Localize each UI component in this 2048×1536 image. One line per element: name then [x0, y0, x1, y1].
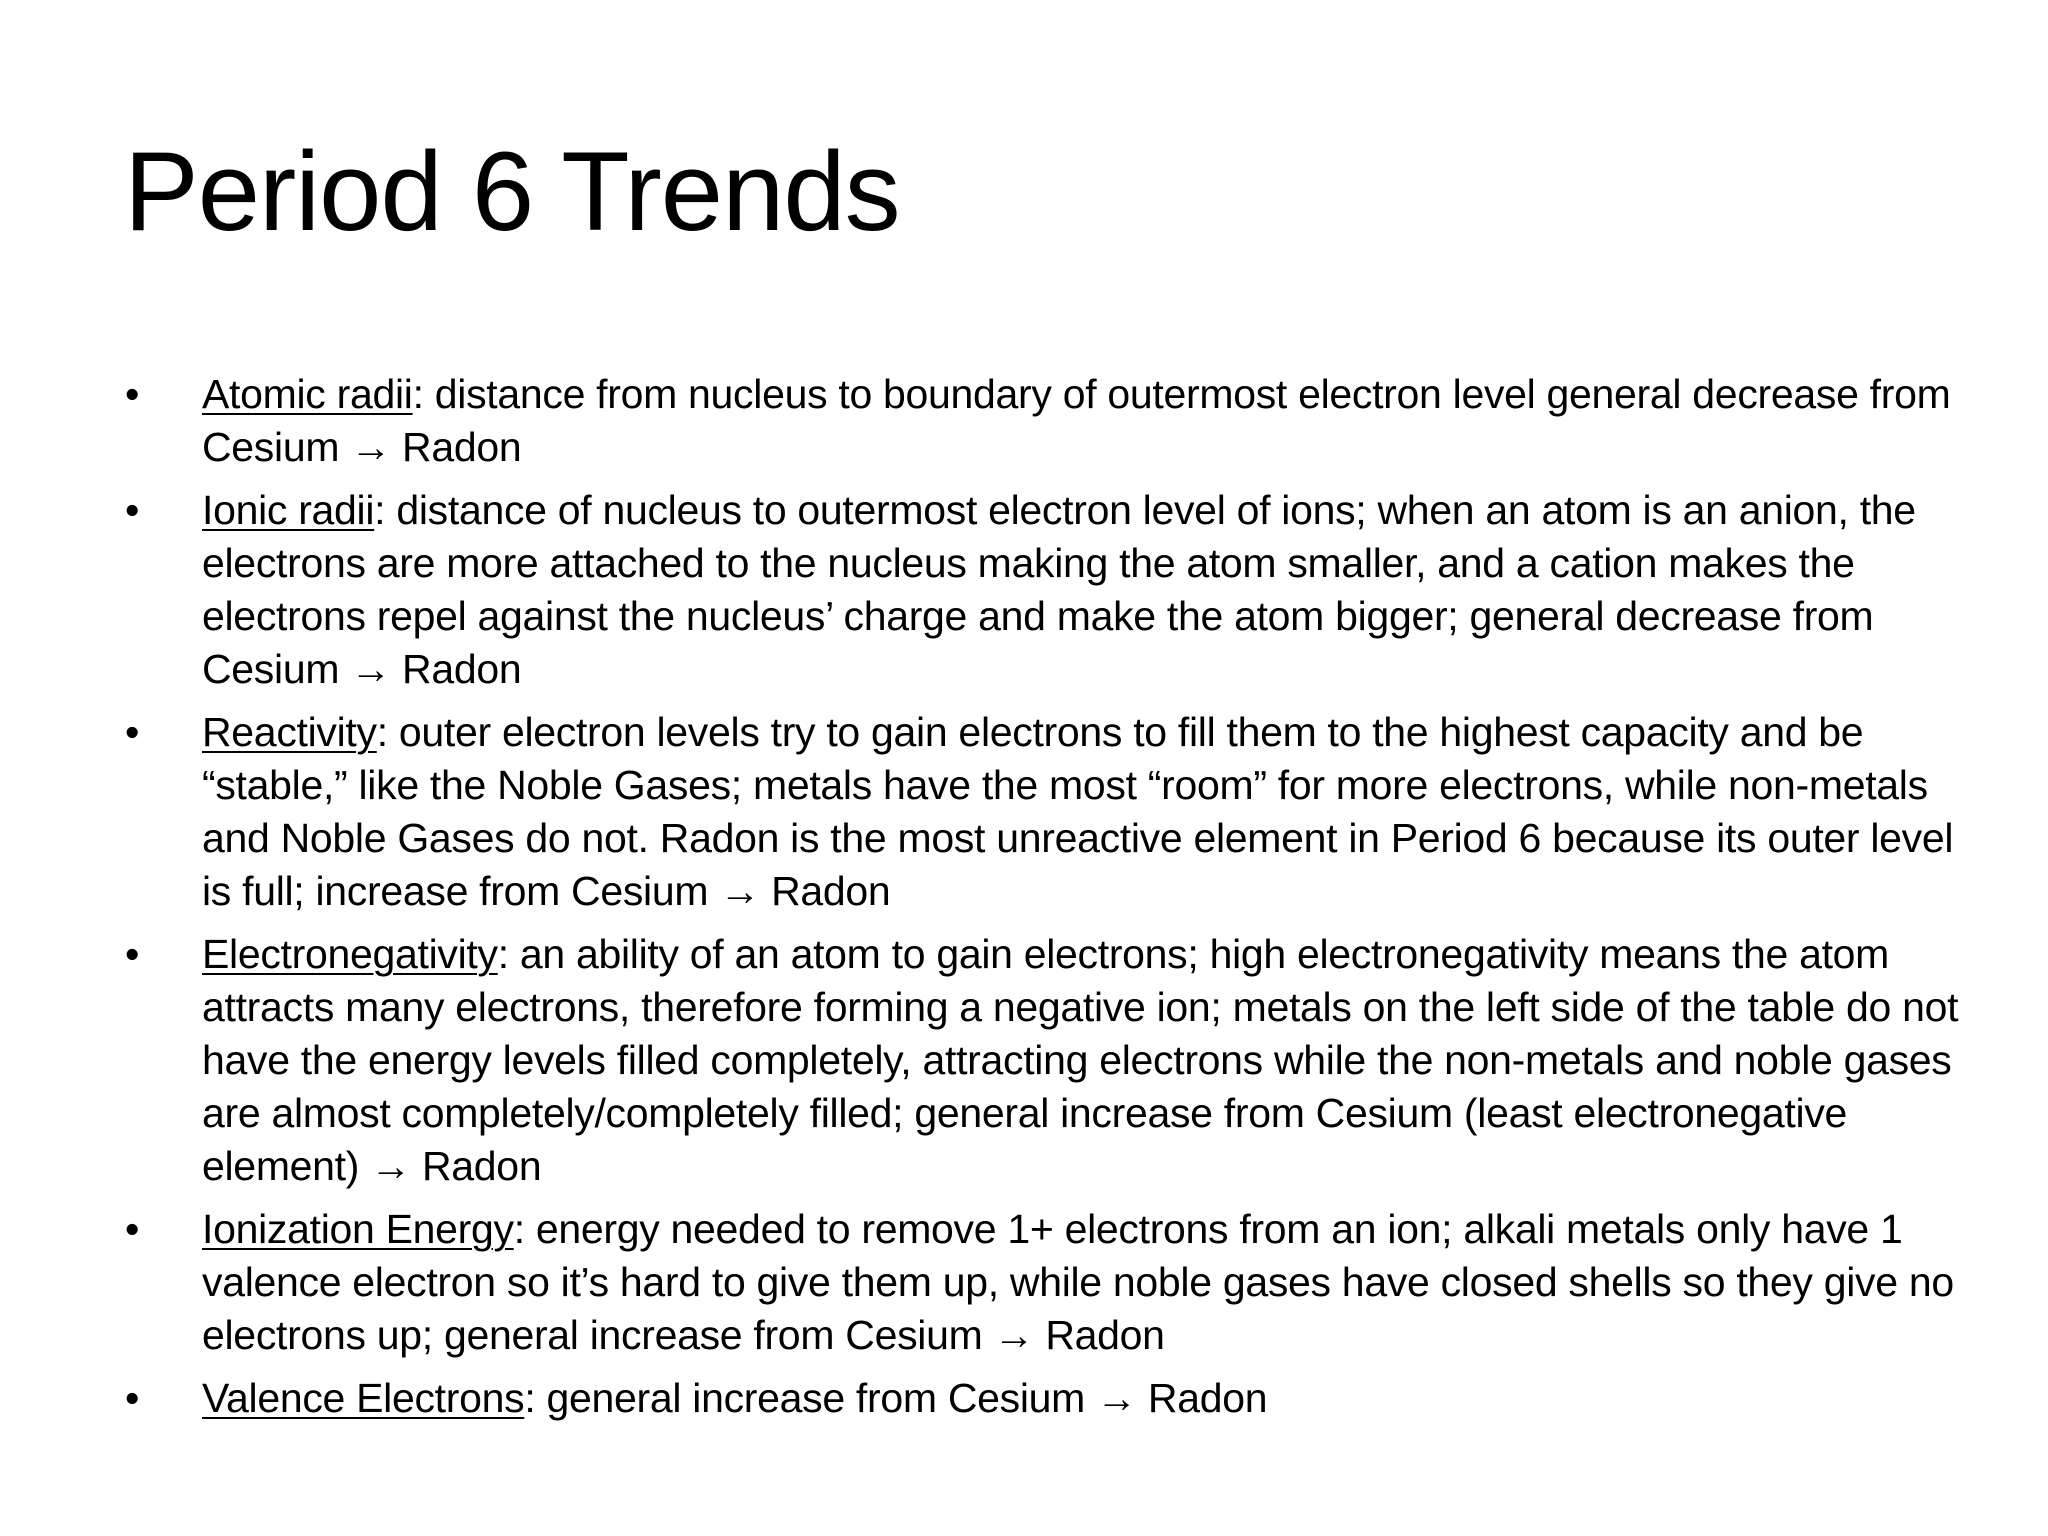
- bullet-term: Electronegativity: [202, 931, 498, 977]
- bullet-text: : energy needed to remove 1+ electrons from an ion; alkali metals only have 1 valence electron so it’s hard to give them up, while noble gases have closed shells so they give no electrons up; general increase from Cesium → Radon: [202, 1206, 1954, 1358]
- bullet-marker: •: [125, 1375, 140, 1421]
- bullet-marker: •: [125, 709, 140, 755]
- bullet-term: Atomic radii: [202, 371, 413, 417]
- bullet-text: : distance from nucleus to boundary of outermost electron level general decrease from Cesium → Radon: [202, 371, 1951, 470]
- bullet-list: [120, 368, 1960, 1435]
- bullet-marker: •: [125, 931, 140, 977]
- bullet-term: Valence Electrons: [202, 1375, 525, 1421]
- bullet-text: : outer electron levels try to gain electrons to fill them to the highest capacity and be “stable,” like the Noble Gases; metals have the most “room” for more electrons, while non-metals and Noble Gases do not. Radon is the most unreactive element in Period 6 because its outer level is full; increase from Cesium → Radon: [202, 709, 1954, 914]
- slide-title: Period 6 Trends: [124, 129, 900, 254]
- bullet-ionization-energy: [120, 1203, 1960, 1362]
- bullet-marker: •: [125, 487, 140, 533]
- bullet-marker: •: [125, 1206, 140, 1252]
- bullet-marker: •: [125, 371, 140, 417]
- bullet-reactivity: [120, 706, 1960, 918]
- bullet-text: : an ability of an atom to gain electrons; high electronegativity means the atom attracts many electrons, therefore forming a negative ion; metals on the left side of the table do not have the energy levels filled completely, attracting electrons while the non-metals and noble gases are almost completely/completely filled; general increase from Cesium (least electronegative element) → Radon: [202, 931, 1959, 1189]
- bullet-term: Reactivity: [202, 709, 377, 755]
- bullet-atomic-radii: [120, 368, 1960, 474]
- bullet-electronegativity: [120, 928, 1960, 1193]
- bullet-term: Ionization Energy: [202, 1206, 514, 1252]
- bullet-ionic-radii: [120, 484, 1960, 696]
- bullet-text: : general increase from Cesium → Radon: [524, 1375, 1268, 1421]
- bullet-text: : distance of nucleus to outermost electron level of ions; when an atom is an anion, the electrons are more attached to the nucleus making the atom smaller, and a cation makes the electrons repel against the nucleus’ charge and make the atom bigger; general decrease from Cesium → Radon: [202, 487, 1916, 692]
- bullet-term: Ionic radii: [202, 487, 375, 533]
- bullet-valence-electrons: [120, 1372, 1960, 1425]
